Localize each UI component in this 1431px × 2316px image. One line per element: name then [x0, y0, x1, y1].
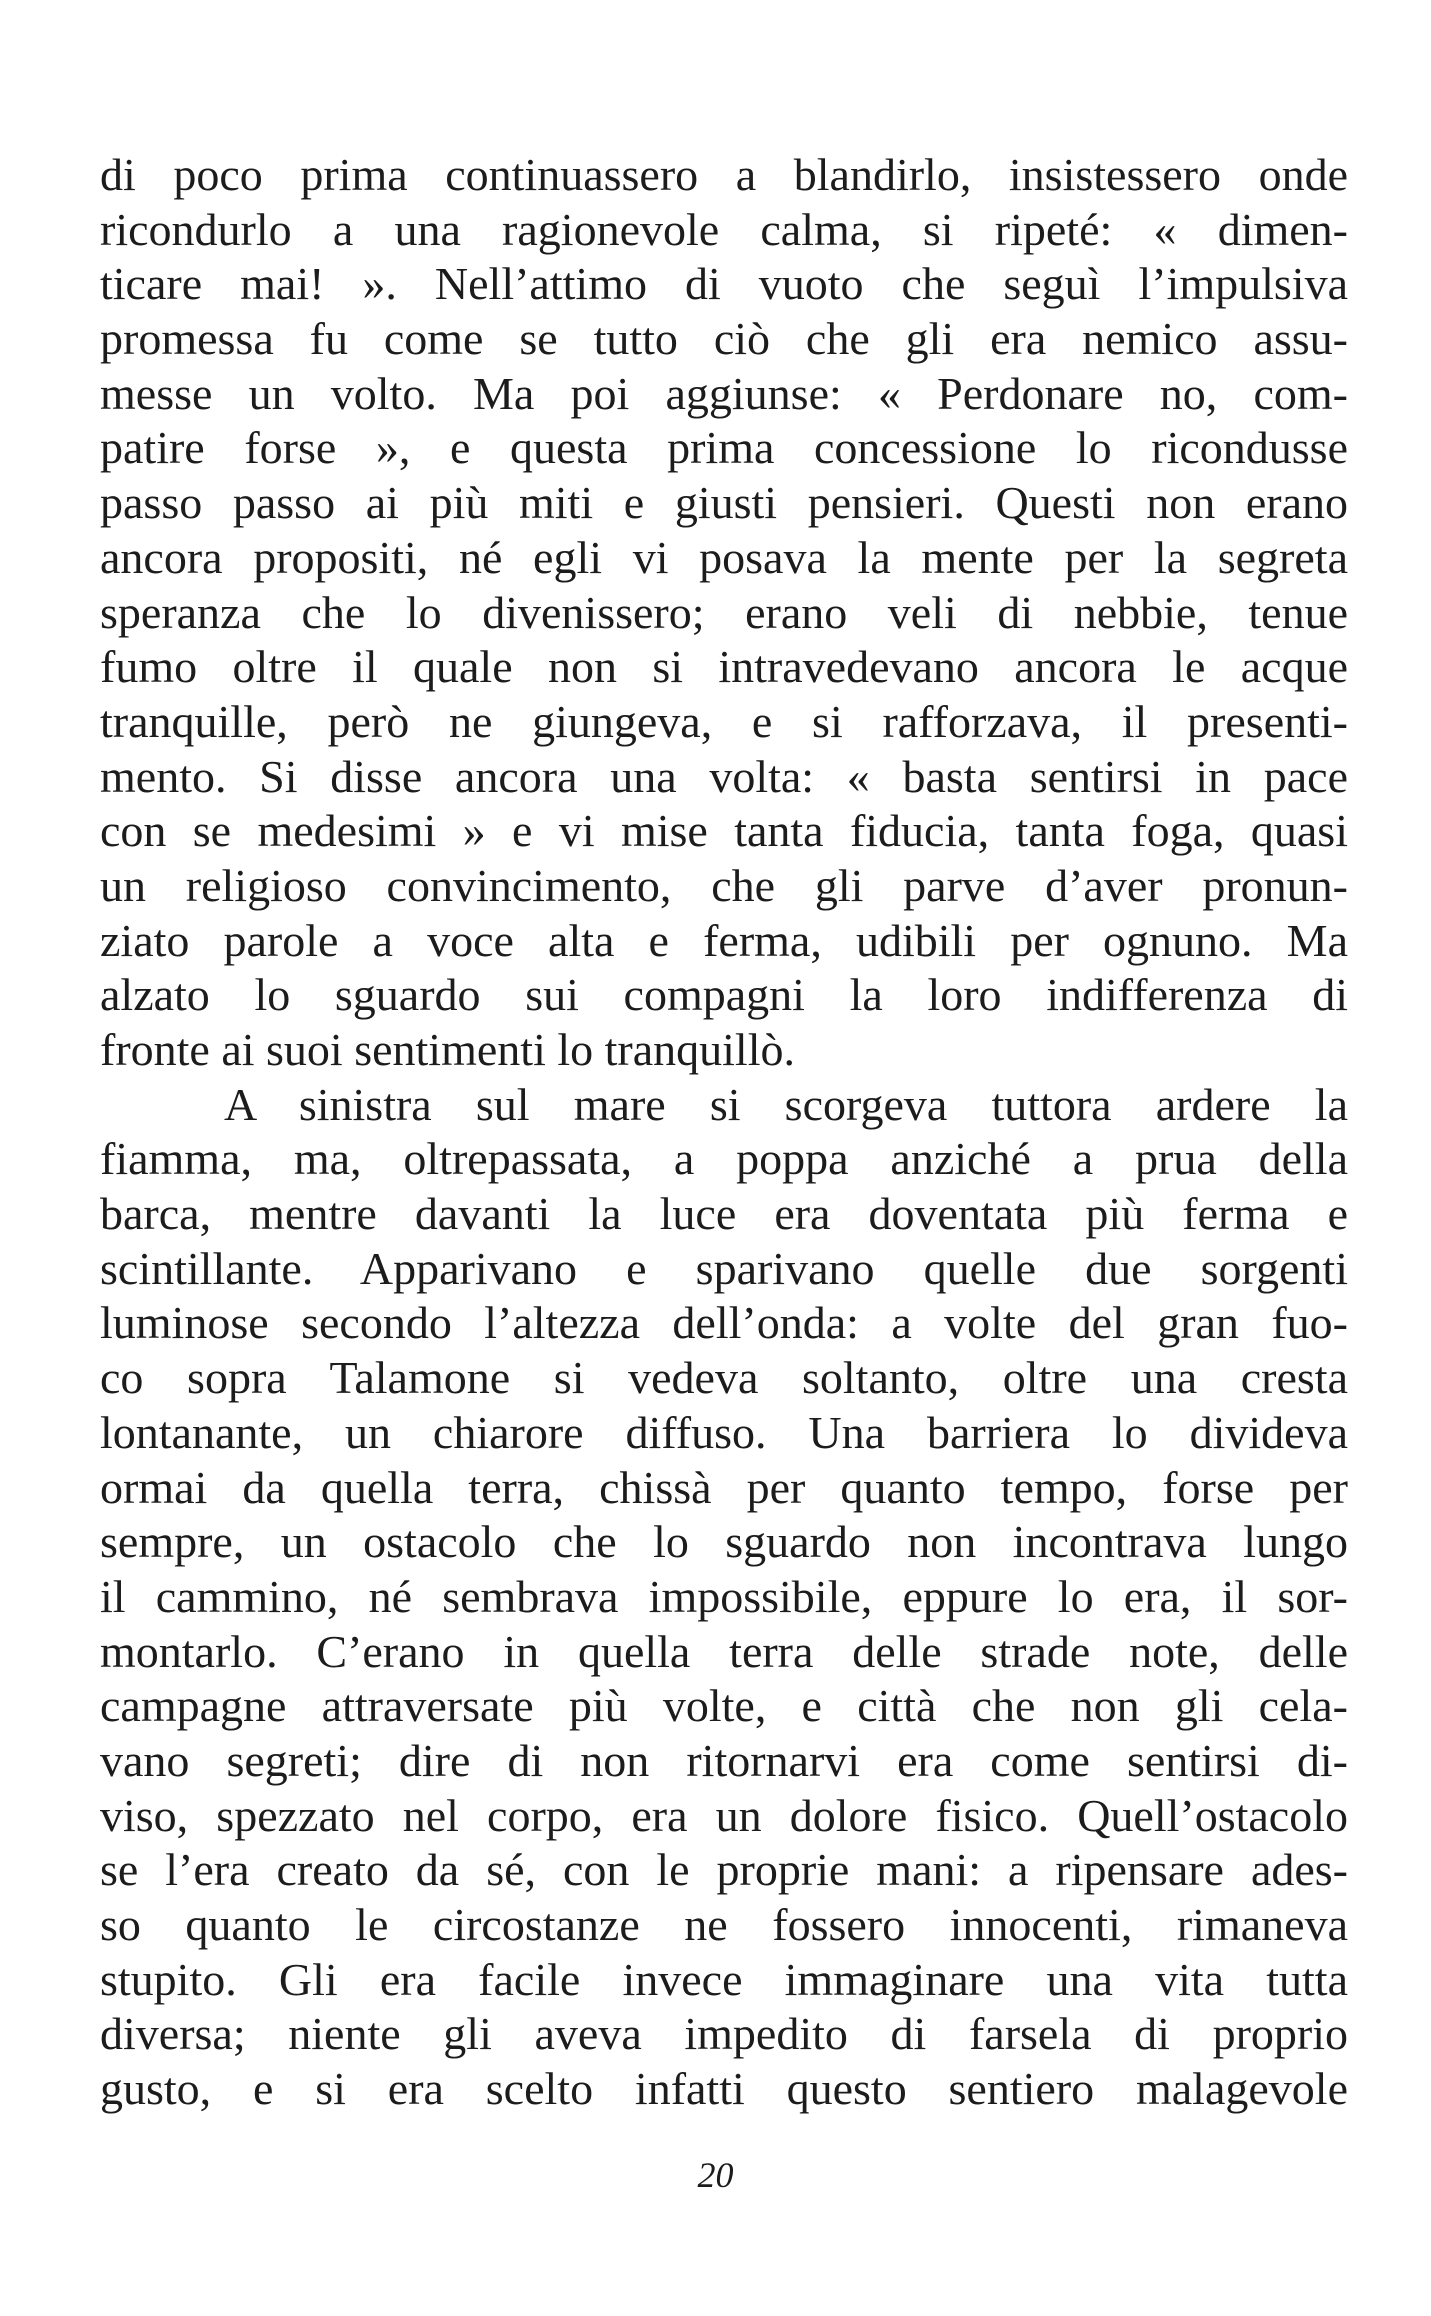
text-line: vano segreti; dire di non ritornarvi era come sentirsi di- — [100, 1734, 1348, 1786]
page-number: 20 — [697, 2155, 734, 2195]
text-line: co sopra Talamone si vedeva soltanto, oltre una cresta — [100, 1352, 1348, 1404]
text-line: campagne attraversate più volte, e città che non gli cela- — [100, 1680, 1348, 1732]
text-line: fronte ai suoi sentimenti lo tranquillò. — [100, 1024, 795, 1075]
text-line: barca, mentre davanti la luce era doventata più ferma e — [100, 1188, 1348, 1240]
text-line: passo passo ai più miti e giusti pensieri. Questi non erano — [100, 477, 1348, 529]
text-line: il cammino, né sembrava impossibile, eppure lo era, il sor- — [100, 1570, 1348, 1622]
text-line: se l’era creato da sé, con le proprie mani: a ripensare ades- — [100, 1844, 1348, 1896]
text-line: con se medesimi » e vi mise tanta fiducia, tanta foga, quasi — [100, 805, 1348, 857]
text-line: promessa fu come se tutto ciò che gli era nemico assu- — [100, 313, 1348, 365]
text-line: scintillante. Apparivano e sparivano quelle due sorgenti — [100, 1242, 1348, 1294]
paragraph-2 — [100, 1078, 1348, 2117]
text-line: ancora propositi, né egli vi posava la mente per la segreta — [100, 531, 1348, 583]
body-text — [100, 148, 1348, 2117]
text-line: ormai da quella terra, chissà per quanto tempo, forse per — [100, 1461, 1348, 1513]
text-line: diversa; niente gli aveva impedito di farsela di proprio — [100, 2008, 1348, 2060]
text-line: sempre, un ostacolo che lo sguardo non incontrava lungo — [100, 1516, 1348, 1568]
text-line: montarlo. C’erano in quella terra delle strade note, delle — [100, 1625, 1348, 1677]
text-line: patire forse », e questa prima concessione lo ricondusse — [100, 422, 1348, 474]
paragraph-1 — [100, 148, 1348, 1078]
text-line: fiamma, ma, oltrepassata, a poppa anziché a prua della — [100, 1133, 1348, 1185]
text-line: A sinistra sul mare si scorgeva tuttora ardere la — [224, 1078, 1348, 1130]
text-line: di poco prima continuassero a blandirlo, insistessero onde — [100, 149, 1348, 200]
text-line: tranquille, però ne giungeva, e si rafforzava, il presenti- — [100, 695, 1348, 747]
text-line: gusto, e si era scelto infatti questo sentiero malagevole — [100, 2063, 1348, 2115]
text-line: stupito. Gli era facile invece immaginare una vita tutta — [100, 1953, 1348, 2005]
text-line: messe un volto. Ma poi aggiunse: « Perdonare no, com- — [100, 367, 1348, 419]
text-line: ticare mai! ». Nell’attimo di vuoto che seguì l’impulsiva — [100, 258, 1348, 310]
text-line: alzato lo sguardo sui compagni la loro indifferenza di — [100, 969, 1348, 1021]
text-line: luminose secondo l’altezza dell’onda: a volte del gran fuo- — [100, 1297, 1348, 1349]
text-line: fumo oltre il quale non si intravedevano ancora le acque — [100, 641, 1348, 693]
text-line: un religioso convincimento, che gli parve d’aver pronun- — [100, 859, 1348, 911]
text-line: lontanante, un chiarore diffuso. Una barriera lo divideva — [100, 1406, 1348, 1458]
text-line: ricondurlo a una ragionevole calma, si ripeté: « dimen- — [100, 203, 1348, 255]
text-line: so quanto le circostanze ne fossero innocenti, rimaneva — [100, 1899, 1348, 1950]
text-line: viso, spezzato nel corpo, era un dolore fisico. Quell’ostacolo — [100, 1789, 1348, 1841]
text-line: speranza che lo divenissero; erano veli di nebbie, tenue — [100, 586, 1348, 638]
text-line: ziato parole a voce alta e ferma, udibili per ognuno. Ma — [100, 914, 1348, 966]
text-line: mento. Si disse ancora una volta: « basta sentirsi in pace — [100, 750, 1348, 802]
